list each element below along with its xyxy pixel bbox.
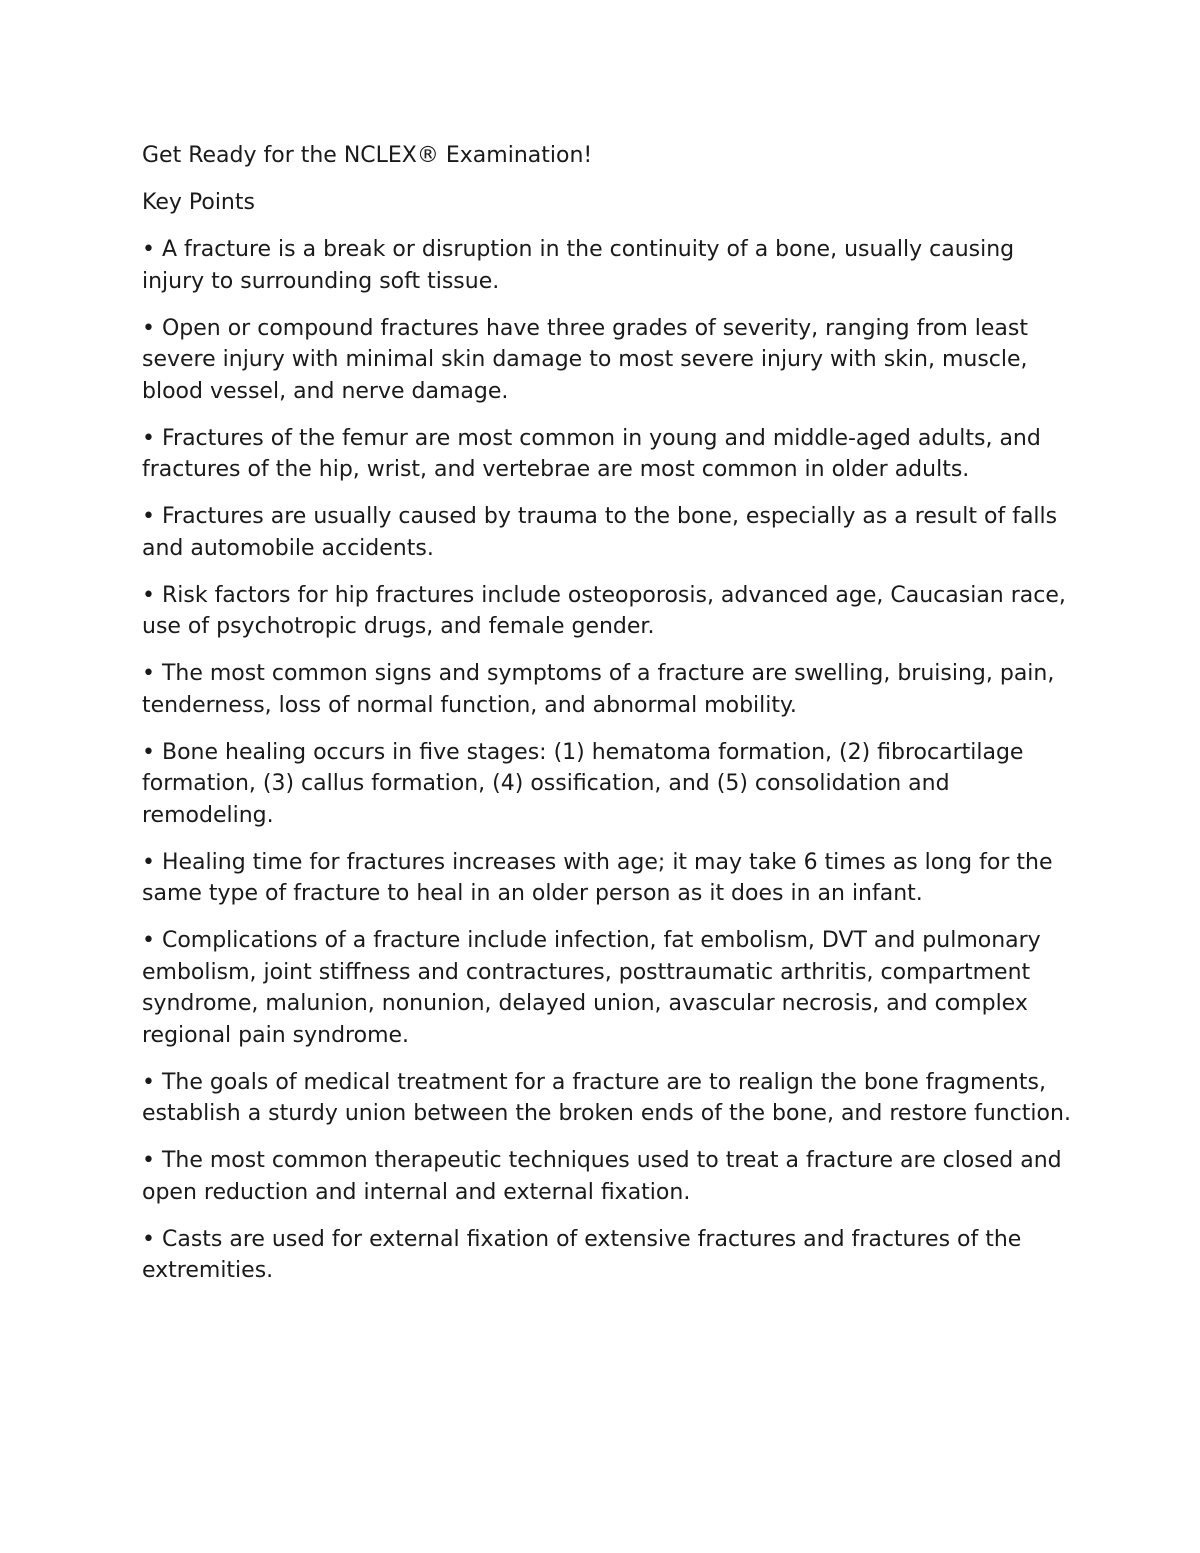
key-point: • Complications of a fracture include infection, fat embolism, DVT and pulmonary embolism, joint stiffness and contractures, posttraumatic arthritis, compartment syndrome, malunion, nonunion, delayed union, avascular necrosis, and complex regional pain syndrome. <box>142 928 1041 1048</box>
key-point: • Healing time for fractures increases with age; it may take 6 times as long for the same type of fracture to heal in an older person as it does in an infant. <box>142 849 1053 906</box>
key-point: • Casts are used for external fixation of extensive fractures and fractures of the extremities. <box>142 1226 1022 1283</box>
key-point: • The most common signs and symptoms of a fracture are swelling, bruising, pain, tenderness, loss of normal function, and abnormal mobility. <box>142 661 1055 718</box>
section-heading: Key Points <box>142 190 255 215</box>
key-point: • The goals of medical treatment for a fracture are to realign the bone fragments, establish a sturdy union between the broken ends of the bone, and restore function. <box>142 1069 1071 1126</box>
key-point: • Bone healing occurs in five stages: (1) hematoma formation, (2) fibrocartilage formation, (3) callus formation, (4) ossification, and (5) consolidation and remodeling. <box>142 739 1024 828</box>
key-point: • The most common therapeutic techniques used to treat a fracture are closed and open reduction and internal and external fixation. <box>142 1148 1062 1205</box>
document-body <box>142 140 1072 1302</box>
key-point: • Fractures of the femur are most common in young and middle-aged adults, and fractures of the hip, wrist, and vertebrae are most common in older adults. <box>142 425 1041 482</box>
document-title: Get Ready for the NCLEX® Examination! <box>142 143 593 168</box>
key-point: • Fractures are usually caused by trauma to the bone, especially as a result of falls and automobile accidents. <box>142 504 1058 561</box>
key-point: • A fracture is a break or disruption in the continuity of a bone, usually causing injury to surrounding soft tissue. <box>142 237 1015 294</box>
key-point: • Open or compound fractures have three grades of severity, ranging from least severe injury with minimal skin damage to most severe injury with skin, muscle, blood vessel, and nerve damage. <box>142 315 1028 404</box>
key-point: • Risk factors for hip fractures include osteoporosis, advanced age, Caucasian race, use of psychotropic drugs, and female gender. <box>142 582 1066 639</box>
